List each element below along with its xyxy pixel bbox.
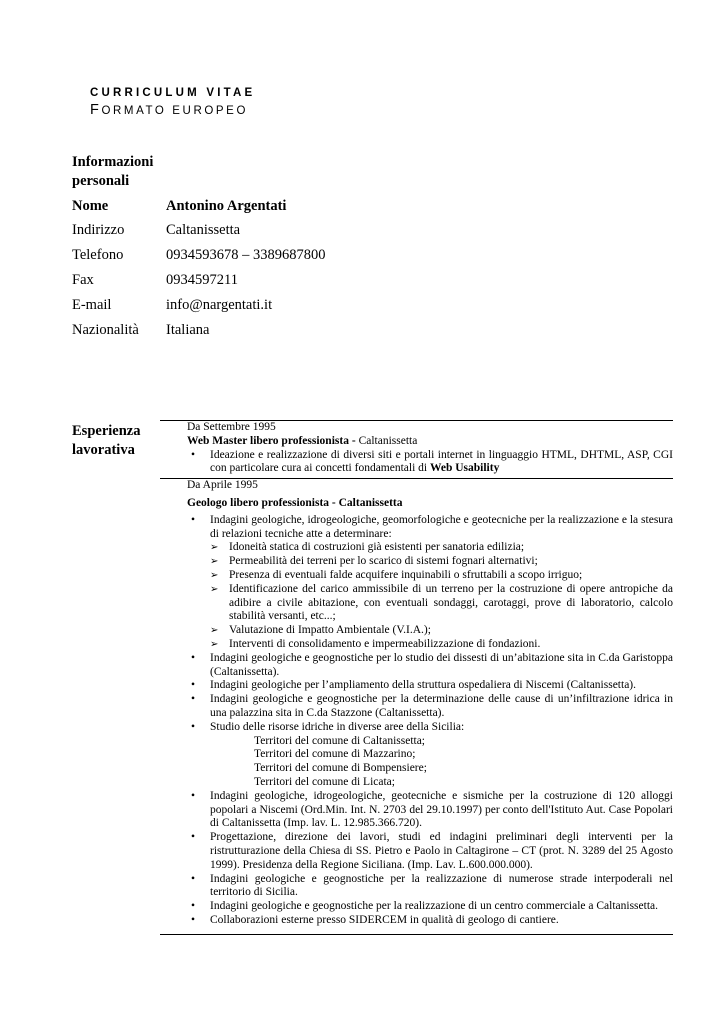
list-item bbox=[187, 900, 673, 914]
job-desc-bold: Web Usability bbox=[430, 462, 500, 475]
job-date: Da Settembre 1995 bbox=[187, 421, 276, 433]
territory-line: Territori del comune di Licata; bbox=[254, 775, 395, 788]
sub-list-item bbox=[210, 569, 673, 583]
bullet-icon: • bbox=[190, 651, 196, 664]
list-item bbox=[187, 873, 673, 901]
label-telefono: Telefono bbox=[72, 247, 124, 263]
format-subtitle bbox=[90, 101, 255, 120]
value-indirizzo: Caltanissetta bbox=[166, 222, 241, 238]
item-text: Indagini geologiche e geognostiche per lo studio dei dissesti di un’abitazione sita in C.da Garistoppa (Caltanissetta). bbox=[210, 651, 673, 678]
label-fax: Fax bbox=[72, 272, 94, 288]
list-item bbox=[187, 679, 673, 693]
sub-list-item bbox=[210, 555, 673, 569]
item-text: Studio delle risorse idriche in diverse aree della Sicilia: bbox=[210, 720, 465, 733]
job-geologo bbox=[160, 479, 673, 928]
arrow-bullet-icon: ➢ bbox=[210, 625, 219, 637]
sub-item-text: Presenza di eventuali falde acquifere inquinabili o sfruttabili a scopo irriguo; bbox=[229, 568, 583, 581]
cv-header bbox=[90, 86, 255, 120]
value-telefono: 0934593678 – 3389687800 bbox=[166, 247, 326, 263]
bullet-icon: • bbox=[190, 448, 196, 461]
sub-item-text: Identificazione del carico ammissibile di un terreno per la costruzione di opere antropiche da adibire a civile abitazione, con eventuali sondaggi, carotaggi, prove di laboratorio, calcolo stabilità versanti, etc...; bbox=[229, 582, 673, 623]
territory-line: Territori del comune di Bompensiere; bbox=[254, 762, 427, 775]
job-role bbox=[187, 435, 673, 449]
job-date: Da Aprile 1995 bbox=[187, 479, 258, 492]
bullet-icon: • bbox=[190, 900, 196, 913]
list-item bbox=[187, 790, 673, 831]
item-text: Indagini geologiche e geognostiche per la realizzazione di un centro commerciale a Caltanissetta. bbox=[210, 900, 658, 913]
sub-list-item bbox=[210, 638, 673, 652]
format-subtitle-rest: ORMATO EUROPEO bbox=[101, 105, 248, 117]
cv-title: CURRICULUM VITAE bbox=[90, 87, 256, 99]
arrow-bullet-icon: ➢ bbox=[210, 556, 219, 568]
item-text: Indagini geologiche, idrogeologiche, geotecniche e sismiche per la costruzione di 120 alloggi popolari a Niscemi (Ord.Min. Int. N. 2703 del 29.10.1997) per conto dell'Istituto Aut. Case Popolari di Caltanissetta (Imp. lav. L. 12.985.366.720). bbox=[210, 789, 673, 830]
territory-line: Territori del comune di Caltanissetta; bbox=[254, 734, 426, 747]
value-fax: 0934597211 bbox=[166, 272, 238, 288]
job-web-master bbox=[160, 421, 673, 476]
list-item bbox=[187, 449, 673, 477]
label-indirizzo: Indirizzo bbox=[72, 222, 125, 238]
sub-item-text: Permeabilità dei terreni per lo scarico di sistemi fognari alternativi; bbox=[229, 555, 538, 568]
item-text: Collaborazioni esterne presso SIDERCEM in qualità di geologo di cantiere. bbox=[210, 913, 559, 926]
item-text: Indagini geologiche e geognostiche per la realizzazione di numerose strade interpoderali nel territorio di Sicilia. bbox=[210, 872, 673, 899]
value-nazionalita: Italiana bbox=[166, 322, 210, 338]
sub-list-item bbox=[210, 541, 673, 555]
personal-section-title: Informazioni personali bbox=[72, 154, 154, 189]
bullet-icon: • bbox=[190, 789, 196, 802]
label-nazionalita: Nazionalità bbox=[72, 322, 139, 338]
list-item bbox=[187, 914, 673, 928]
list-item bbox=[187, 652, 673, 680]
job-role: Geologo libero professionista - Caltanissetta bbox=[187, 496, 403, 509]
arrow-bullet-icon: ➢ bbox=[210, 583, 219, 595]
bullet-icon: • bbox=[190, 720, 196, 733]
item-text: Progettazione, direzione dei lavori, studi ed indagini preliminari degli interventi per la ristrutturazione della Chiesa di SS. Pietro e Paolo in Caltagirone – CT (prot. N. 3289 del 25 Agosto 1999). Presidenza della Regione Siciliana. (Imp. Lav. L.600.000.000). bbox=[210, 831, 673, 871]
value-nome: Antonino Argentati bbox=[166, 198, 287, 214]
list-item bbox=[187, 514, 673, 652]
arrow-bullet-icon: ➢ bbox=[210, 638, 219, 650]
list-item bbox=[187, 693, 673, 721]
bullet-icon: • bbox=[190, 693, 196, 706]
item-text: Indagini geologiche e geognostiche per la determinazione delle cause di un’infiltrazione idrica in una palazzina sita in C.da Stazzone (Caltanissetta). bbox=[210, 693, 673, 719]
bullet-icon: • bbox=[190, 679, 196, 692]
sub-item-text: Interventi di consolidamento e impermeabilizzazione di fondazioni. bbox=[229, 637, 541, 650]
arrow-bullet-icon: ➢ bbox=[210, 542, 219, 554]
bullet-icon: • bbox=[190, 831, 196, 844]
experience-content bbox=[160, 420, 673, 935]
sub-item-text: Idoneità statica di costruzioni già esistenti per sanatoria edilizia; bbox=[229, 541, 525, 554]
territory-line: Territori del comune di Mazzarino; bbox=[254, 748, 416, 761]
job-role-title: Web Master libero professionista bbox=[187, 434, 349, 447]
job-desc: Ideazione e realizzazione di diversi siti e portali internet in linguaggio HTML, DHTML, ASP, CGI con particolare cura ai concetti fondamentali di bbox=[210, 448, 673, 475]
item-text: Indagini geologiche per l’ampliamento della struttura ospedaliera di Niscemi (Caltanissetta). bbox=[210, 679, 636, 692]
bullet-icon: • bbox=[190, 513, 196, 526]
arrow-bullet-icon: ➢ bbox=[210, 569, 219, 581]
bullet-icon: • bbox=[190, 913, 196, 926]
job-role-place: Caltanissetta bbox=[358, 434, 418, 447]
sub-list-item bbox=[210, 583, 673, 624]
label-nome: Nome bbox=[72, 198, 109, 214]
format-subtitle-initial: F bbox=[90, 102, 102, 118]
sub-list-item bbox=[210, 624, 673, 638]
item-text: Indagini geologiche, idrogeologiche, geomorfologiche e geotecniche per la realizzazione e la stesura di relazioni tecniche atte a determinare: bbox=[210, 513, 673, 540]
value-email: info@nargentati.it bbox=[166, 297, 273, 313]
list-item bbox=[187, 721, 673, 790]
job-role-sep: - bbox=[348, 434, 359, 447]
divider bbox=[160, 934, 673, 935]
experience-section-title: Esperienza lavorativa bbox=[72, 423, 141, 458]
sub-item-text: Valutazione di Impatto Ambientale (V.I.A.); bbox=[229, 624, 431, 637]
bullet-icon: • bbox=[190, 872, 196, 885]
list-item bbox=[187, 831, 673, 872]
label-email: E-mail bbox=[72, 297, 112, 313]
